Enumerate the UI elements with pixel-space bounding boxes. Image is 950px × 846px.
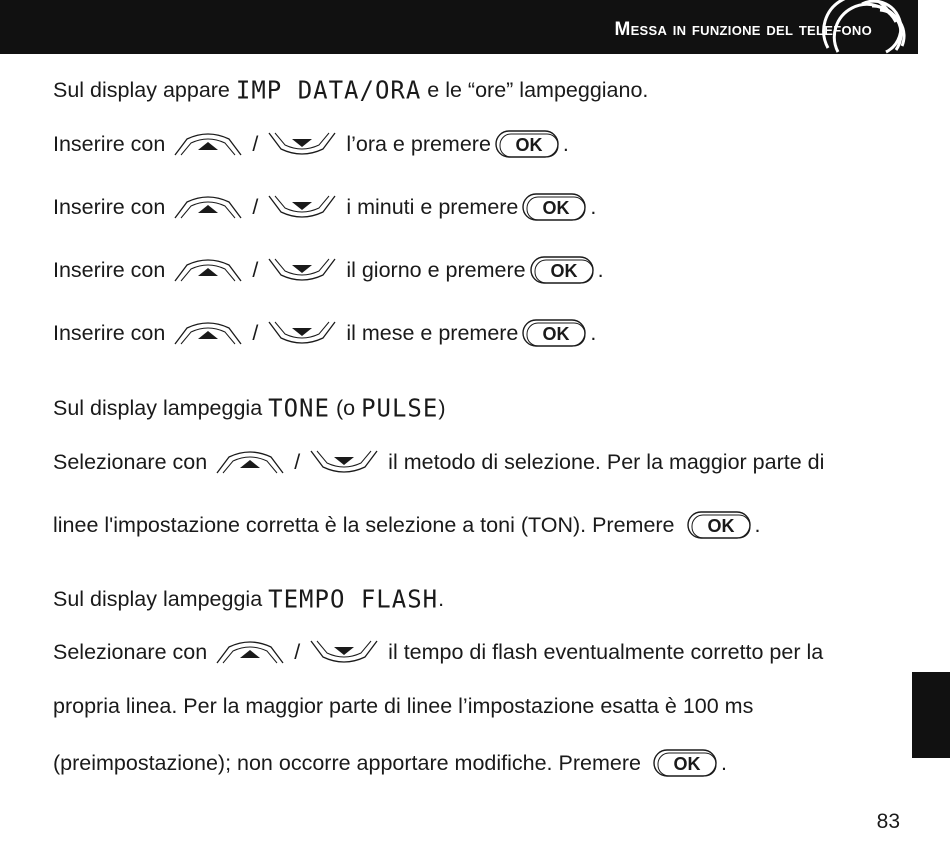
text: l’ora e premere (346, 131, 491, 156)
ok-label: OK (542, 198, 570, 218)
arrow-up-key-icon (215, 639, 285, 665)
slash: / (252, 131, 259, 156)
line-insert-hour (53, 127, 569, 161)
period: . (438, 586, 445, 611)
ok-key-icon (522, 191, 590, 223)
text: il giorno e premere (346, 257, 526, 282)
line-select-method (53, 445, 824, 479)
line-insert-minutes (53, 190, 596, 224)
arrow-down-key-icon (267, 257, 337, 283)
arrow-up-key-icon (173, 194, 243, 220)
line-display-flash (53, 582, 444, 616)
ok-key-icon (522, 317, 590, 349)
text: i minuti e premere (346, 194, 519, 219)
text: Inserire con (53, 131, 166, 156)
lcd-text-imp-data: IMP DATA/ORA (235, 75, 422, 105)
slash: / (252, 320, 259, 345)
arrow-down-key-icon (267, 320, 337, 346)
ok-key-icon (687, 509, 755, 541)
text: Sul display lampeggia (53, 395, 263, 420)
period: . (590, 320, 597, 345)
lcd-text-tempo-flash: TEMPO FLASH (268, 584, 439, 614)
line-flash-default (53, 689, 753, 723)
period: . (720, 750, 727, 775)
arrow-down-key-icon (309, 449, 379, 475)
text: il metodo di selezione. Per la maggior parte di (388, 449, 825, 474)
period: . (597, 257, 604, 282)
ok-key-icon (495, 128, 563, 160)
arrow-down-key-icon (267, 131, 337, 157)
line-insert-day (53, 253, 604, 287)
arrow-down-key-icon (309, 639, 379, 665)
line-select-flash (53, 635, 823, 669)
text: ) (438, 395, 446, 420)
line-tone-default (53, 508, 761, 542)
period: . (754, 512, 761, 537)
ok-key-icon (653, 747, 721, 779)
text: linee l'impostazione corretta è la selezione a toni (TON). Premere (53, 512, 675, 537)
text: Inserire con (53, 320, 166, 345)
line-insert-month (53, 316, 596, 350)
ok-label: OK (515, 135, 543, 155)
text: (preimpostazione); non occorre apportare modifiche. Premere (53, 750, 641, 775)
section-tab-marker (912, 672, 950, 758)
text: Sul display lampeggia (53, 586, 263, 611)
lcd-text-tone: TONE (268, 393, 330, 423)
page-title: Messa in funzione del telefono (614, 19, 872, 40)
arrow-up-key-icon (173, 320, 243, 346)
text: Sul display appare (53, 77, 230, 102)
arrow-up-key-icon (173, 131, 243, 157)
text: Selezionare con (53, 449, 208, 474)
arrow-up-key-icon (215, 449, 285, 475)
text: propria linea. Per la maggior parte di linee l’impostazione esatta è 100 ms (53, 693, 754, 718)
text: il mese e premere (346, 320, 519, 345)
lcd-text-pulse: PULSE (361, 393, 439, 423)
text: Inserire con (53, 194, 166, 219)
text: e le “ore” lampeggiano. (427, 77, 649, 102)
page-number: 83 (876, 810, 900, 833)
slash: / (252, 257, 259, 282)
ok-label: OK (550, 261, 578, 281)
line-display-tone (53, 391, 446, 425)
slash: / (294, 639, 301, 664)
ok-label: OK (707, 516, 735, 536)
ok-key-icon (530, 254, 598, 286)
ok-label: OK (542, 324, 570, 344)
period: . (562, 131, 569, 156)
arrow-up-key-icon (173, 257, 243, 283)
text: (o (335, 395, 356, 420)
line-no-change (53, 746, 727, 780)
arrow-down-key-icon (267, 194, 337, 220)
ok-label: OK (673, 754, 701, 774)
slash: / (252, 194, 259, 219)
slash: / (294, 449, 301, 474)
text: Selezionare con (53, 639, 208, 664)
line-display-imp-data (53, 73, 648, 107)
period: . (590, 194, 597, 219)
text: Inserire con (53, 257, 166, 282)
sound-waves-logo-icon (800, 0, 910, 58)
text: il tempo di flash eventualmente corretto per la (388, 639, 824, 664)
